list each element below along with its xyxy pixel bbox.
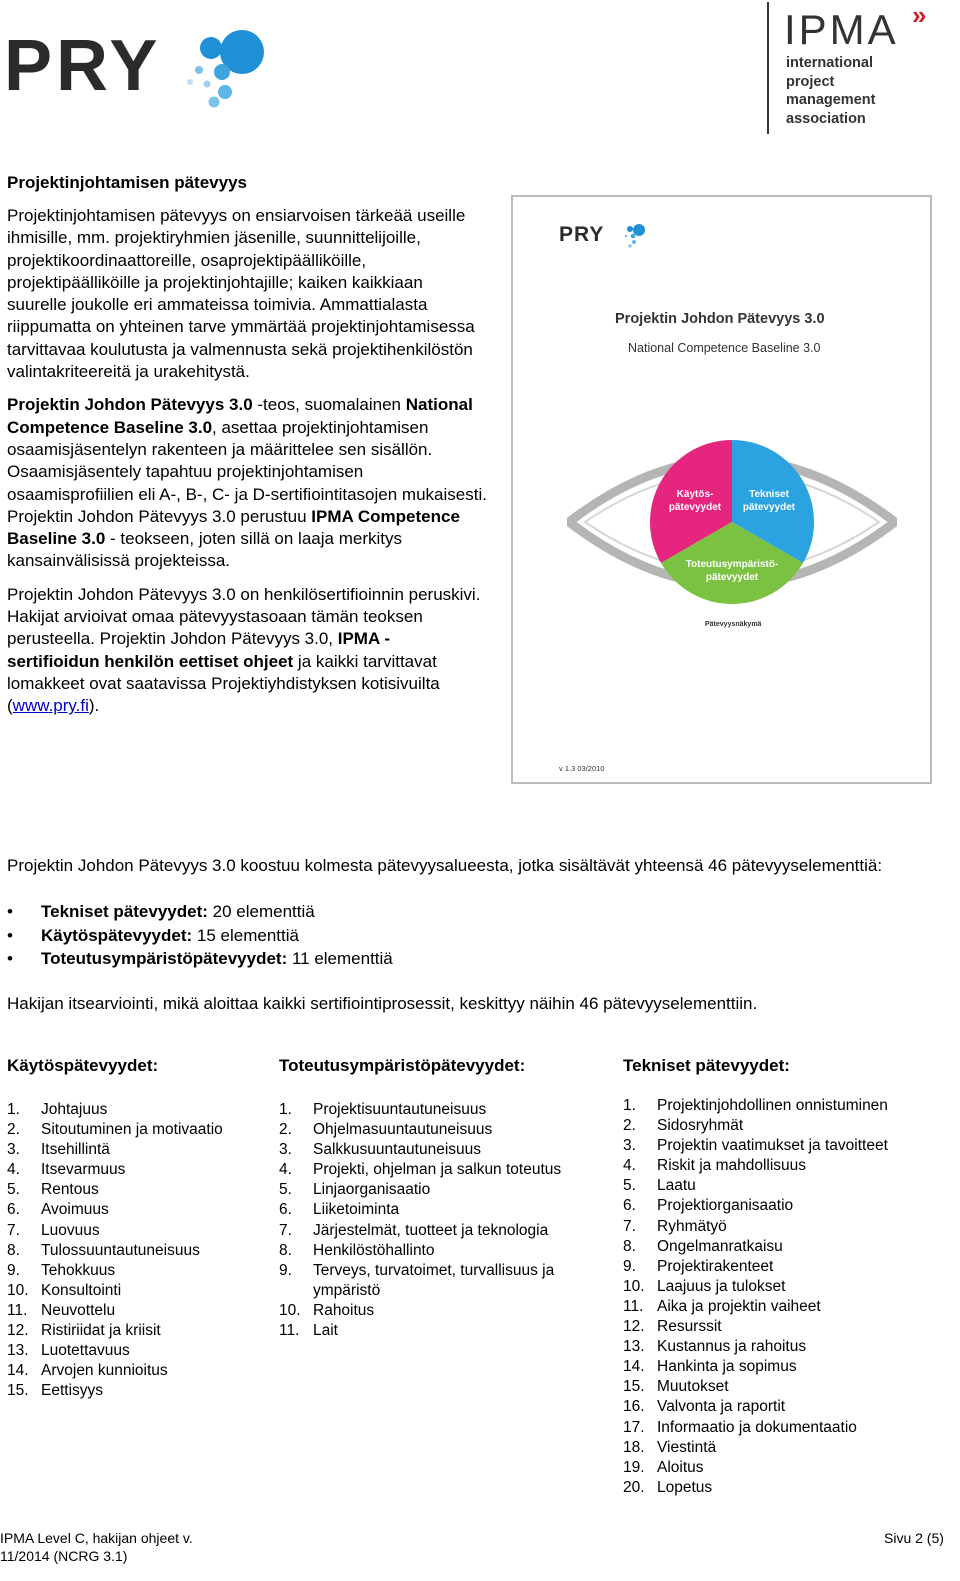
list-item-number: 9. [7, 1261, 20, 1279]
list-item-number: 10. [7, 1281, 29, 1299]
list-item [623, 1156, 943, 1176]
list-item-number: 12. [623, 1318, 645, 1336]
list-item-number: 15. [623, 1378, 645, 1396]
list-item [7, 1321, 272, 1341]
svg-text:pätevyydet: pätevyydet [668, 502, 722, 513]
list-item-number: 9. [279, 1261, 292, 1279]
list-item-number: 10. [279, 1301, 301, 1319]
list-item-label: Sidosryhmät [657, 1117, 744, 1135]
list-item [7, 1200, 272, 1220]
ipma-logo-bar [767, 2, 769, 134]
list-item-label: Itsehillintä [41, 1141, 110, 1159]
list-item-number: 16. [623, 1398, 645, 1416]
list-item [7, 1241, 272, 1261]
bullet-item: • Tekniset pätevyydet: 20 elementtiä [7, 900, 393, 924]
list-heading-toteutus: Toteutusympäristöpätevyydet: [279, 1056, 526, 1075]
list-item [7, 1140, 272, 1160]
footer-document-id: IPMA Level C, hakijan ohjeet v. 11/2014 (NCRG 3.1) [0, 1530, 193, 1564]
competence-area-bullets [7, 900, 393, 971]
svg-text:pätevyydet: pätevyydet [705, 572, 759, 583]
list-item-number: 1. [623, 1097, 636, 1114]
ipma-logo-tagline: international project management association [786, 55, 876, 127]
list-item-label: Terveys, turvatoimet, turvallisuus ja ympäristö [313, 1261, 555, 1299]
list-item-label: Aika ja projektin vaiheet [657, 1297, 821, 1315]
list-item [279, 1120, 599, 1140]
list-item-label: Riskit ja mahdollisuus [657, 1157, 807, 1175]
list-item-label: Ristiriidat ja kriisit [41, 1322, 161, 1340]
list-item [623, 1377, 943, 1397]
list-item-label: Viestintä [657, 1438, 717, 1456]
list-item-number: 2. [7, 1121, 20, 1139]
list-item-number: 4. [7, 1161, 20, 1179]
cover-pry-logo [559, 219, 659, 256]
list-item [623, 1237, 943, 1257]
list-item-label: Resurssit [657, 1318, 722, 1336]
list-item-label: Johtajuus [41, 1101, 108, 1118]
list-item [623, 1317, 943, 1337]
list-item-number: 15. [7, 1382, 29, 1400]
list-item [623, 1458, 943, 1478]
list-item-label: Projekti, ohjelman ja salkun toteutus [313, 1161, 562, 1179]
list-item [279, 1241, 599, 1261]
book-cover-image [511, 195, 932, 784]
list-item [7, 1261, 272, 1281]
list-item [623, 1257, 943, 1277]
list-item [7, 1160, 272, 1180]
list-kaytos [7, 1100, 272, 1401]
list-item-label: Projektinjohdollinen onnistuminen [657, 1097, 888, 1114]
competence-eye-diagram [567, 427, 897, 622]
intro-column [7, 205, 487, 729]
list-item-number: 6. [7, 1201, 20, 1219]
list-item-label: Eettisyys [41, 1382, 104, 1400]
list-item-number: 11. [623, 1297, 644, 1315]
list-item-label: Rentous [41, 1181, 99, 1199]
list-item-label: Aloitus [657, 1458, 704, 1476]
list-item-number: 18. [623, 1438, 645, 1456]
list-item [623, 1277, 943, 1297]
list-item-number: 4. [623, 1157, 636, 1175]
list-item-label: Valvonta ja raportit [657, 1398, 786, 1416]
list-item-number: 3. [7, 1141, 20, 1159]
list-item [7, 1341, 272, 1361]
list-item [623, 1116, 943, 1136]
list-item-number: 1. [279, 1101, 292, 1118]
list-item [7, 1100, 272, 1120]
svg-text:Tekniset: Tekniset [749, 489, 789, 500]
list-item-label: Laajuus ja tulokset [657, 1277, 786, 1295]
list-item-number: 7. [7, 1221, 20, 1239]
list-item-label: Lopetus [657, 1478, 713, 1496]
list-item [7, 1180, 272, 1200]
section-heading: Projektinjohtamisen pätevyys [7, 173, 247, 192]
list-item-label: Konsultointi [41, 1281, 122, 1299]
list-item-number: 2. [279, 1121, 292, 1139]
list-item-number: 3. [279, 1141, 292, 1159]
list-item-label: Itsevarmuus [41, 1161, 126, 1179]
list-item-number: 9. [623, 1257, 636, 1275]
list-toteutus [279, 1100, 599, 1341]
list-item-label: Informaatio ja dokumentaatio [657, 1418, 857, 1436]
list-item-label: Luovuus [41, 1221, 100, 1239]
list-item-label: Avoimuus [41, 1201, 109, 1219]
list-item-number: 11. [279, 1322, 300, 1340]
list-item [623, 1357, 943, 1377]
list-item-number: 2. [623, 1117, 636, 1135]
list-item [623, 1136, 943, 1156]
list-item-label: Ohjelmasuuntautuneisuus [313, 1121, 493, 1139]
list-item-number: 11. [7, 1301, 28, 1319]
list-item-number: 4. [279, 1161, 292, 1179]
svg-text:pätevyydet: pätevyydet [742, 502, 796, 513]
list-item-label: Liiketoiminta [313, 1201, 400, 1219]
list-item [623, 1337, 943, 1357]
list-item-number: 3. [623, 1137, 636, 1155]
list-item [279, 1100, 599, 1120]
list-heading-kaytos: Käytöspätevyydet: [7, 1056, 159, 1075]
pry-logo [4, 12, 274, 122]
list-item-label: Ryhmätyö [657, 1217, 727, 1235]
list-item [7, 1281, 272, 1301]
list-item [279, 1301, 599, 1321]
list-heading-tekniset: Tekniset pätevyydet: [623, 1056, 790, 1075]
list-item [7, 1221, 272, 1241]
list-item-number: 5. [279, 1181, 292, 1199]
list-item-number: 19. [623, 1458, 645, 1476]
list-item [279, 1261, 599, 1301]
bullet-item: • Toteutusympäristöpätevyydet: 11 elementtiä [7, 947, 393, 971]
intro-paragraph-2: Projektin Johdon Pätevyys 3.0 -teos, suomalainen National Competence Baseline 3.0, asettaa projektinjohtamisen osaamisjäsentelyn rakenteen ja määrittelee sen sisällön. Osaamisjäsentely tapahtuu projektinjohtamisen osaamisprofiilien eli A-, B-, C- ja D-sertifiointitasojen mukaisesti. Projektin Johdon Pätevyys 3.0 perustuu IPMA Competence Baseline 3.0 - teokseen, joten sillä on laaja merkitys kansainvälisissä projekteissa. [7, 395, 487, 571]
svg-text:Toteutusympäristö-: Toteutusympäristö- [685, 559, 779, 570]
list-item-label: Ongelmanratkaisu [657, 1237, 783, 1255]
list-item [623, 1478, 943, 1498]
list-item-label: Projektirakenteet [657, 1257, 774, 1275]
list-item [623, 1196, 943, 1216]
list-item-label: Projektisuuntautuneisuus [313, 1101, 487, 1118]
list-item-number: 7. [279, 1221, 292, 1239]
list-item [623, 1176, 943, 1196]
list-item-label: Muutokset [657, 1378, 729, 1396]
list-item-label: Henkilöstöhallinto [313, 1241, 435, 1259]
list-item [7, 1120, 272, 1140]
list-item-label: Järjestelmät, tuotteet ja teknologia [313, 1221, 549, 1239]
list-item [7, 1361, 272, 1381]
list-item [279, 1140, 599, 1160]
list-item [7, 1381, 272, 1401]
list-item [623, 1418, 943, 1438]
list-item [279, 1321, 599, 1341]
list-item-label: Lait [313, 1322, 338, 1340]
list-item [623, 1217, 943, 1237]
pry-logo-letters: PRY [4, 26, 162, 106]
list-item-number: 7. [623, 1217, 636, 1235]
list-item-number: 1. [7, 1101, 20, 1118]
pry-website-link[interactable]: www.pry.fi [12, 696, 89, 716]
list-item [623, 1297, 943, 1317]
svg-text:Käytös-: Käytös- [676, 489, 714, 500]
intro-paragraph-3: Projektin Johdon Pätevyys 3.0 on henkilösertifioinnin peruskivi. Hakijat arvioivat omaa pätevyystasoaan tämän teoksen perusteella. Projektin Johdon Pätevyys 3.0, IPMA - sertifioidun henkilön eettiset ohjeet ja kaikki tarvittavat lomakkeet ovat saatavissa Projektiyhdistyksen kotisivuilta (www.pry.fi). [7, 584, 481, 716]
cover-caption: Pätevyysnäkymä [705, 621, 762, 628]
list-item-number: 5. [7, 1181, 20, 1199]
cover-subtitle: National Competence Baseline 3.0 [628, 341, 821, 355]
list-item-label: Laatu [657, 1177, 696, 1195]
ipma-logo-arrows: » [912, 0, 927, 30]
list-item-label: Tulossuuntautuneisuus [41, 1241, 200, 1259]
list-item-label: Luotettavuus [41, 1342, 130, 1360]
list-item-number: 10. [623, 1277, 645, 1295]
list-item-number: 8. [623, 1237, 636, 1255]
list-item-number: 13. [623, 1338, 645, 1356]
cover-version: v 1.3 03/2010 [559, 764, 605, 773]
footer-page-number: Sivu 2 (5) [884, 1530, 944, 1546]
ipma-logo-word: IPMA [784, 6, 899, 53]
list-tekniset [623, 1096, 943, 1498]
list-item-label: Projektiorganisaatio [657, 1197, 794, 1215]
list-item-label: Projektin vaatimukset ja tavoitteet [657, 1137, 888, 1155]
list-item-label: Hankinta ja sopimus [657, 1358, 797, 1376]
list-item-number: 12. [7, 1322, 29, 1340]
list-item-label: Linjaorganisaatio [313, 1181, 431, 1199]
cover-title: Projektin Johdon Pätevyys 3.0 [615, 311, 825, 327]
list-item-label: Neuvottelu [41, 1301, 116, 1319]
composition-paragraph: Projektin Johdon Pätevyys 3.0 koostuu kolmesta pätevyysalueesta, jotka sisältävät yhteensä 46 pätevyyselementtiä: [7, 856, 883, 875]
list-item-number: 14. [623, 1358, 645, 1376]
svg-text:PRY: PRY [559, 223, 605, 246]
list-item-number: 20. [623, 1478, 645, 1496]
list-item [279, 1180, 599, 1200]
list-item-label: Kustannus ja rahoitus [657, 1338, 807, 1356]
list-item-label: Salkkusuuntautuneisuus [313, 1141, 482, 1159]
intro-paragraph-1: Projektinjohtamisen pätevyys on ensiarvoisen tärkeää useille ihmisille, mm. projektiryhmien jäsenille, suunnittelijoille, projektikoordinaattoreille, osaprojektipäälliköille, projektipäälliköille ja projektinjohtajille; kaiken kaikkiaan suurelle joukolle eri ammateissa toimivia. Ammattialasta riippumatta on yhteinen tarve ymmärtää projektinjohtamisessa tarvittavaa koulutusta ja valmennusta sekä projektihenkilöstön valintakriteereitä ja urakehitystä. [7, 206, 475, 382]
ipma-logo [764, 0, 960, 140]
list-item [279, 1221, 599, 1241]
list-item [7, 1301, 272, 1321]
list-item [279, 1200, 599, 1220]
list-item [623, 1096, 943, 1116]
self-assessment-paragraph: Hakijan itsearviointi, mikä aloittaa kaikki sertifiointiprosessit, keskittyy näihin 46 pätevyyselementtiin. [7, 994, 758, 1013]
bullet-item: • Käytöspätevyydet: 15 elementtiä [7, 924, 393, 948]
list-item-number: 17. [623, 1418, 645, 1436]
list-item-label: Tehokkuus [41, 1261, 116, 1279]
list-item-label: Sitoutuminen ja motivaatio [41, 1121, 223, 1139]
list-item-number: 6. [623, 1197, 636, 1215]
list-item-number: 8. [7, 1241, 20, 1259]
list-item-number: 5. [623, 1177, 636, 1195]
list-item-number: 8. [279, 1241, 292, 1259]
list-item [623, 1397, 943, 1417]
pry-logo-graphic [4, 12, 274, 122]
list-item [623, 1438, 943, 1458]
list-item-label: Rahoitus [313, 1301, 375, 1319]
list-item [279, 1160, 599, 1180]
list-item-number: 6. [279, 1201, 292, 1219]
list-item-number: 13. [7, 1342, 29, 1360]
list-item-number: 14. [7, 1362, 29, 1380]
list-item-label: Arvojen kunnioitus [41, 1362, 168, 1380]
